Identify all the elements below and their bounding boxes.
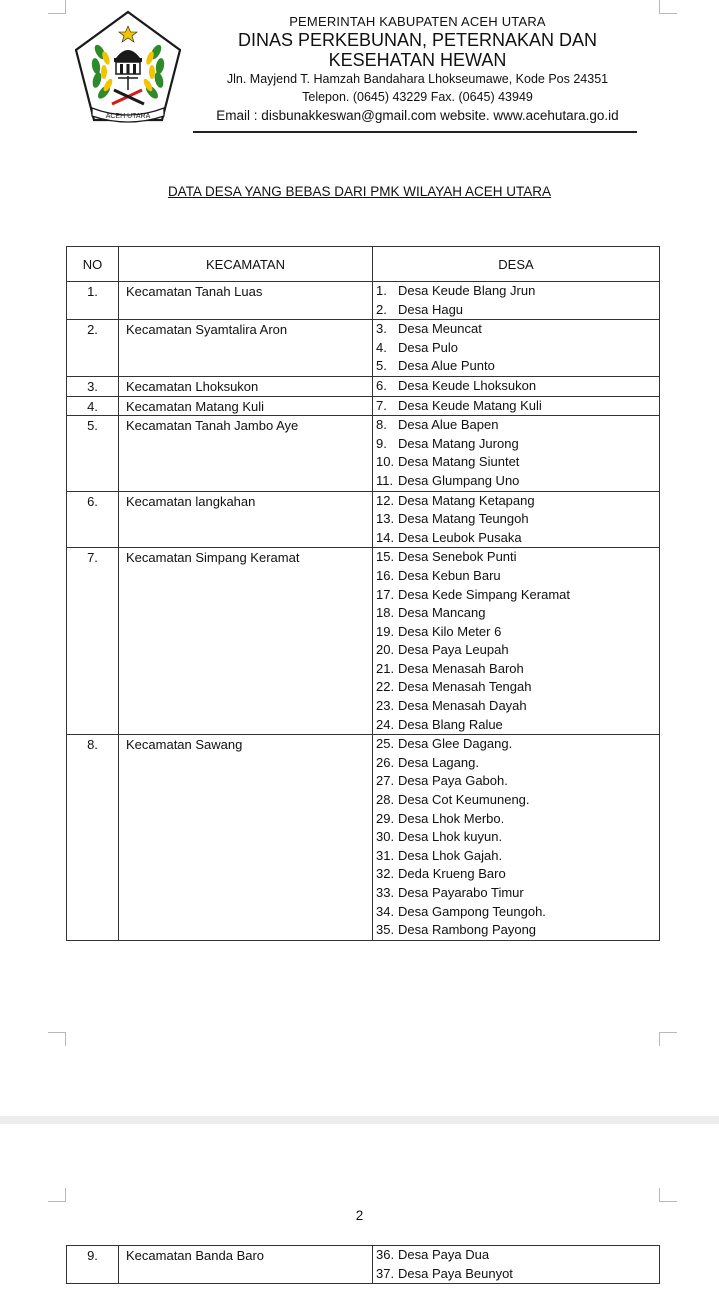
desa-name: Desa Meuncat (398, 321, 482, 337)
desa-list-item (376, 548, 659, 567)
desa-number: 31. (376, 847, 395, 863)
desa-list-item (376, 623, 659, 642)
desa-name: Desa Lhok kuyun. (398, 829, 503, 845)
page-number: 2 (355, 1208, 364, 1223)
desa-name: Desa Keude Blang Jrun (398, 283, 536, 298)
desa-name: Desa Blang Ralue (398, 716, 503, 732)
desa-list-item (376, 586, 659, 605)
desa-list-item (376, 716, 659, 735)
office-email-website: Email : disbunakkeswan@gmail.com website. www.acehutara.go.id (216, 108, 619, 123)
desa-number: 7. (376, 397, 387, 413)
cell-desa-list (373, 396, 660, 416)
desa-list-item (376, 791, 659, 810)
cell-desa-list (373, 282, 660, 320)
crop-mark-top-right (659, 1188, 677, 1202)
desa-list-item (376, 865, 659, 884)
office-phone: Telepon. (0645) 43229 Fax. (0645) 43949 (302, 90, 533, 104)
desa-number: 12. (376, 492, 395, 508)
desa-number: 9. (376, 435, 387, 451)
desa-list-item (376, 754, 659, 773)
desa-list-item (376, 1246, 659, 1265)
aceh-utara-emblem-logo (72, 10, 184, 128)
desa-number: 33. (376, 885, 395, 900)
cell-no: 3. (67, 376, 119, 396)
desa-number: 37. (376, 1265, 395, 1281)
desa-list-item (376, 492, 659, 511)
desa-list-item (376, 301, 659, 320)
desa-number: 5. (376, 358, 387, 374)
cell-desa-list (373, 376, 660, 396)
desa-name: Desa Paya Beunyot (398, 1265, 513, 1281)
desa-name: Desa Keude Matang Kuli (398, 397, 542, 413)
desa-number: 23. (376, 698, 395, 714)
desa-list-item (376, 1265, 659, 1284)
cell-kecamatan: Kecamatan Simpang Keramat (119, 548, 373, 735)
cell-no: 5. (67, 416, 119, 491)
cell-no: 6. (67, 491, 119, 548)
government-name: PEMERINTAH KABUPATEN ACEH UTARA (289, 14, 546, 29)
crop-mark-bottom-left (48, 1032, 66, 1046)
desa-number: 22. (376, 679, 395, 695)
desa-name: Desa Senebok Punti (398, 549, 517, 565)
desa-list-item (376, 660, 659, 679)
desa-number: 14. (376, 529, 395, 545)
document-page-2 (0, 1124, 719, 1311)
logo-ribbon-text: ACEH UTARA (105, 113, 151, 120)
desa-number: 32. (376, 866, 395, 882)
cell-no: 4. (67, 396, 119, 416)
table-row (67, 376, 660, 396)
document-title: DATA DESA YANG BEBAS DARI PMK WILAYAH ACEH UTARA (167, 184, 552, 199)
desa-name: Desa Gampong Teungoh. (398, 903, 546, 919)
cell-no: 1. (67, 282, 119, 320)
desa-name: Desa Cot Keumuneng. (398, 792, 530, 808)
desa-list-item (376, 735, 659, 754)
desa-number: 34. (376, 903, 395, 919)
desa-name: Desa Hagu (398, 301, 464, 317)
crop-mark-bottom-right (659, 1032, 677, 1046)
desa-name: Desa Matang Jurong (398, 435, 519, 451)
office-name-line-2: KESEHATAN HEWAN (328, 50, 507, 70)
desa-number: 29. (376, 810, 395, 826)
desa-number: 1. (376, 283, 387, 298)
cell-desa-list (373, 1246, 660, 1284)
desa-number: 16. (376, 567, 395, 583)
desa-list-item (376, 339, 659, 358)
desa-number: 11. (376, 472, 394, 488)
desa-name: Desa Lhok Merbo. (398, 810, 505, 826)
desa-list-item (376, 697, 659, 716)
cell-kecamatan: Kecamatan Lhoksukon (119, 376, 373, 396)
desa-list-item (376, 772, 659, 791)
cell-kecamatan: Kecamatan Tanah Jambo Aye (119, 416, 373, 491)
desa-name: Desa Lagang. (398, 754, 479, 770)
desa-number: 13. (376, 511, 395, 527)
desa-list-item (376, 903, 659, 922)
cell-kecamatan: Kecamatan Syamtalira Aron (119, 320, 373, 377)
desa-number: 8. (376, 417, 387, 433)
desa-number: 30. (376, 829, 395, 845)
cell-desa-list (373, 548, 660, 735)
desa-name: Deda Krueng Baro (398, 866, 506, 882)
table-row (67, 548, 660, 735)
village-table-page-1 (66, 246, 660, 941)
desa-number: 24. (376, 716, 395, 732)
desa-number: 19. (376, 623, 395, 639)
desa-list-item (376, 810, 659, 829)
table-row (67, 1246, 660, 1284)
desa-name: Desa Lhok Gajah. (398, 847, 503, 863)
desa-name: Desa Alue Punto (398, 358, 495, 374)
desa-name: Desa Mancang (398, 605, 486, 621)
desa-list-item (376, 320, 659, 339)
column-header-no: NO (67, 247, 119, 282)
desa-number: 3. (376, 321, 387, 337)
desa-number: 17. (376, 586, 395, 602)
cell-desa-list (373, 416, 660, 491)
desa-name: Desa Paya Leupah (398, 642, 509, 658)
table-row (67, 282, 660, 320)
desa-name: Desa Menasah Dayah (398, 698, 527, 714)
letterhead (195, 14, 640, 126)
table-row (67, 416, 660, 491)
cell-kecamatan: Kecamatan langkahan (119, 491, 373, 548)
desa-number: 4. (376, 339, 387, 355)
desa-name: Desa Payarabo Timur (398, 885, 524, 900)
desa-list-item (376, 604, 659, 623)
cell-no: 7. (67, 548, 119, 735)
cell-desa-list (373, 735, 660, 941)
desa-list-item (376, 678, 659, 697)
desa-list-item (376, 357, 659, 376)
desa-list-item (376, 453, 659, 472)
desa-number: 18. (376, 605, 395, 621)
cell-kecamatan: Kecamatan Matang Kuli (119, 396, 373, 416)
desa-list-item (376, 884, 659, 903)
desa-list-item (376, 921, 659, 940)
desa-name: Desa Menasah Tengah (398, 679, 532, 695)
desa-number: 25. (376, 736, 395, 752)
desa-number: 26. (376, 754, 395, 770)
cell-kecamatan: Kecamatan Tanah Luas (119, 282, 373, 320)
desa-name: Desa Matang Teungoh (398, 511, 529, 527)
crop-mark-top-left (48, 0, 66, 14)
desa-number: 21. (376, 660, 395, 676)
cell-no: 8. (67, 735, 119, 941)
crop-mark-top-left (48, 1188, 66, 1202)
office-address: Jln. Mayjend T. Hamzah Bandahara Lhokseumawe, Kode Pos 24351 (226, 72, 609, 86)
desa-list-item (376, 828, 659, 847)
desa-number: 28. (376, 792, 395, 808)
cell-kecamatan: Kecamatan Banda Baro (119, 1246, 373, 1284)
desa-name: Desa Glee Dagang. (398, 736, 513, 752)
table-row (67, 320, 660, 377)
desa-name: Desa Paya Gaboh. (398, 773, 508, 789)
column-header-kecamatan: KECAMATAN (119, 247, 373, 282)
cell-no: 9. (67, 1246, 119, 1284)
desa-list-item (376, 641, 659, 660)
desa-number: 6. (376, 377, 387, 393)
column-header-desa: DESA (373, 247, 660, 282)
table-row (67, 396, 660, 416)
desa-list-item (376, 377, 659, 396)
desa-list-item (376, 472, 659, 491)
desa-list-item (376, 567, 659, 586)
desa-number: 2. (376, 301, 387, 317)
page-separator (0, 1116, 719, 1124)
desa-name: Desa Kede Simpang Keramat (398, 586, 570, 602)
desa-list-item (376, 282, 659, 301)
crop-mark-top-right (659, 0, 677, 14)
office-name-line-1: DINAS PERKEBUNAN, PETERNAKAN DAN (237, 30, 598, 50)
desa-name: Desa Keude Lhoksukon (398, 377, 537, 393)
village-table-page-2 (66, 1245, 660, 1284)
desa-name: Desa Paya Dua (398, 1247, 490, 1262)
letterhead-divider (193, 131, 637, 133)
desa-list-item (376, 397, 659, 416)
desa-number: 20. (376, 642, 395, 658)
desa-name: Desa Kebun Baru (398, 567, 501, 583)
desa-name: Desa Menasah Baroh (398, 660, 524, 676)
desa-number: 10. (376, 454, 395, 470)
desa-list-item (376, 847, 659, 866)
desa-number: 35. (376, 922, 395, 938)
cell-desa-list (373, 320, 660, 377)
table-header-row (67, 247, 660, 282)
desa-list-item (376, 435, 659, 454)
desa-name: Desa Leubok Pusaka (398, 529, 522, 545)
desa-number: 27. (376, 773, 395, 789)
cell-no: 2. (67, 320, 119, 377)
desa-name: Desa Pulo (398, 339, 458, 355)
table-row (67, 735, 660, 941)
cell-kecamatan: Kecamatan Sawang (119, 735, 373, 941)
cell-desa-list (373, 491, 660, 548)
desa-number: 36. (376, 1247, 395, 1262)
desa-name: Desa Matang Ketapang (398, 492, 535, 508)
desa-name: Desa Glumpang Uno (398, 472, 520, 488)
desa-list-item (376, 416, 659, 435)
desa-number: 15. (376, 549, 395, 565)
desa-name: Desa Matang Siuntet (398, 454, 520, 470)
desa-name: Desa Kilo Meter 6 (398, 623, 502, 639)
desa-list-item (376, 510, 659, 529)
desa-name: Desa Alue Bapen (398, 417, 499, 433)
desa-name: Desa Rambong Payong (398, 922, 537, 938)
desa-list-item (376, 529, 659, 548)
table-row (67, 491, 660, 548)
